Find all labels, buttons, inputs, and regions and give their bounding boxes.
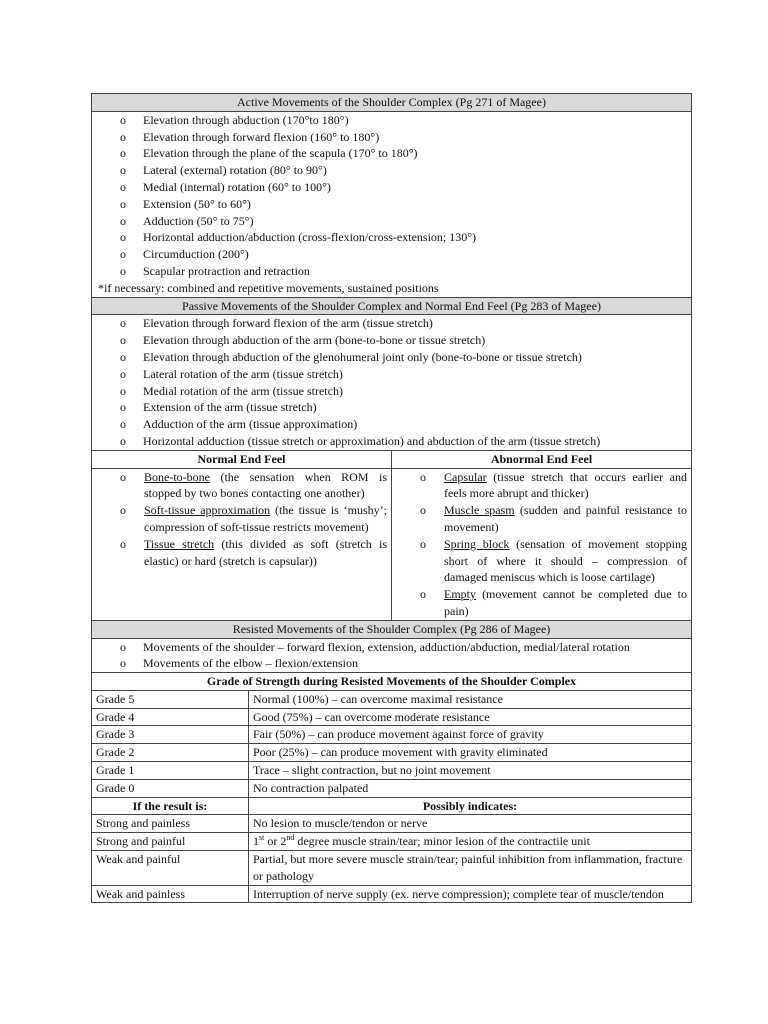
passive-movements-list [96,315,687,449]
grade-label: Grade 4 [92,708,249,726]
list-item [396,586,687,620]
list-item: o Horizontal adduction (tissue stretch or approximation) and abduction of the arm (tissue stretch) [96,433,687,450]
shoulder-exam-table [91,93,692,903]
list-item: o Extension (50° to 60°) [96,196,687,213]
passive-body-row [92,315,692,450]
grade-label: Grade 0 [92,779,249,797]
passive-header-row [92,297,692,315]
result-label: Strong and painless [92,815,249,833]
list-item [96,536,387,570]
results-header-row [92,797,692,815]
table-row [92,690,692,708]
active-movements-title: Active Movements of the Shoulder Complex (Pg 271 of Magee) [92,94,692,112]
result-indication: Partial, but more severe muscle strain/tear; painful inhibition from inflammation, fracture or pathology [249,851,692,886]
indication-text: degree muscle strain/tear; minor lesion of the contractile unit [294,834,590,849]
result-indication: Interruption of nerve supply (ex. nerve compression); complete tear of muscle/tendon [249,885,692,903]
end-feel-body-row [92,468,692,620]
active-movements-list [96,112,687,280]
normal-end-feel-list [96,469,387,570]
list-item: o Medial rotation of the arm (tissue stretch) [96,383,687,400]
list-item: o Circumduction (200°) [96,246,687,263]
resisted-body-row [92,638,692,673]
end-feel-desc: (the tissue is ‘mushy’; compression of soft-tissue restricts movement) [144,503,387,534]
conjunction: or [264,834,281,849]
resisted-movements-list [96,639,687,673]
end-feel-term: Tissue stretch [144,536,215,551]
list-item: o Movements of the elbow – flexion/extension [96,655,687,672]
resisted-movements-cell [92,638,692,673]
table-row [92,885,692,903]
list-item: o Adduction of the arm (tissue approximation) [96,416,687,433]
end-feel-term: Bone-to-bone [144,469,210,484]
result-label: Weak and painful [92,851,249,886]
grade-description: Normal (100%) – can overcome maximal resistance [249,690,692,708]
table-row [92,833,692,851]
active-movements-note: *if necessary: combined and repetitive movements, sustained positions [98,280,439,295]
list-item: o Elevation through abduction of the glenohumeral joint only (bone-to-bone or tissue stretch) [96,349,687,366]
resisted-header-row [92,620,692,638]
end-feel-header-row [92,450,692,468]
active-body-row [92,111,692,297]
grade-description: Poor (25%) – can produce movement with gravity eliminated [249,744,692,762]
list-item: o Lateral (external) rotation (80° to 90°) [96,162,687,179]
ordinal-number: 2 [280,834,287,849]
ordinal-number: 1 [253,834,259,849]
list-item: o Elevation through abduction (170°to 180°) [96,112,687,129]
list-item: o Lateral rotation of the arm (tissue stretch) [96,366,687,383]
normal-end-feel-title: Normal End Feel [92,450,392,468]
list-item: o Adduction (50° to 75°) [96,213,687,230]
passive-movements-cell [92,315,692,450]
grade-description: Fair (50%) – can produce movement against force of gravity [249,726,692,744]
end-feel-desc: (this divided as soft (stretch is elastic) or hard (stretch is capsular)) [144,536,387,568]
end-feel-desc: (tissue stretch that occurs earlier and feels more abrupt and thicker) [444,469,687,501]
list-item: o Elevation through forward flexion (160° to 180°) [96,129,687,146]
list-item: o Medial (internal) rotation (60° to 100°) [96,179,687,196]
ordinal-suffix: nd [286,833,295,843]
end-feel-term: Muscle spasm [444,503,515,518]
list-item [396,469,687,503]
list-item: o Movements of the shoulder – forward flexion, extension, adduction/abduction, medial/lateral rotation [96,639,687,656]
grade-description: Good (75%) – can overcome moderate resistance [249,708,692,726]
table-row [92,726,692,744]
end-feel-desc: (sudden and painful resistance to movement) [444,503,688,534]
table-row [92,708,692,726]
abnormal-end-feel-title: Abnormal End Feel [392,450,692,468]
list-item: o Elevation through abduction of the arm (bone-to-bone or tissue stretch) [96,332,687,349]
table-row [92,744,692,762]
resisted-movements-title: Resisted Movements of the Shoulder Complex (Pg 286 of Magee) [92,620,692,638]
results-col-result: If the result is: [92,797,249,815]
end-feel-term: Spring block [444,536,510,551]
document-sheet [91,93,691,903]
list-item [96,469,387,503]
end-feel-term: Capsular [444,469,487,484]
result-label: Strong and painful [92,833,249,851]
grade-label: Grade 1 [92,762,249,780]
active-movements-cell [92,111,692,297]
list-item [96,502,387,536]
end-feel-desc: (sensation of movement stopping short of where it should – compression of damaged meniscus which is loose cartilage) [444,536,687,585]
result-indication: No lesion to muscle/tendon or nerve [249,815,692,833]
end-feel-desc: (the sensation when ROM is stopped by two bones contacting one another) [144,469,387,501]
grade-label: Grade 2 [92,744,249,762]
table-row [92,762,692,780]
results-col-indicates: Possibly indicates: [249,797,692,815]
table-row [92,851,692,886]
grade-label: Grade 5 [92,690,249,708]
grade-label: Grade 3 [92,726,249,744]
end-feel-desc: (movement cannot be completed due to pain) [444,587,687,618]
list-item: o Extension of the arm (tissue stretch) [96,399,687,416]
grade-description: Trace – slight contraction, but no joint movement [249,762,692,780]
abnormal-end-feel-cell [392,468,692,620]
list-item: o Horizontal adduction/abduction (cross-flexion/cross-extension; 130°) [96,229,687,246]
table-row [92,779,692,797]
grades-header-row [92,673,692,691]
end-feel-term: Empty [444,587,476,602]
normal-end-feel-cell [92,468,392,620]
passive-movements-title: Passive Movements of the Shoulder Complex and Normal End Feel (Pg 283 of Magee) [92,297,692,315]
active-header-row [92,94,692,112]
list-item [396,536,687,586]
result-indication [249,833,692,851]
end-feel-term: Soft-tissue approximation [144,503,271,518]
result-label: Weak and painless [92,885,249,903]
list-item: o Scapular protraction and retraction [96,263,687,280]
list-item: o Elevation through forward flexion of the arm (tissue stretch) [96,315,687,332]
list-item: o Elevation through the plane of the scapula (170° to 180°) [96,145,687,162]
list-item [396,502,687,536]
table-row [92,815,692,833]
grades-title: Grade of Strength during Resisted Movements of the Shoulder Complex [92,673,692,691]
ordinal-suffix: st [259,833,265,843]
grade-description: No contraction palpated [249,779,692,797]
abnormal-end-feel-list [396,469,687,620]
